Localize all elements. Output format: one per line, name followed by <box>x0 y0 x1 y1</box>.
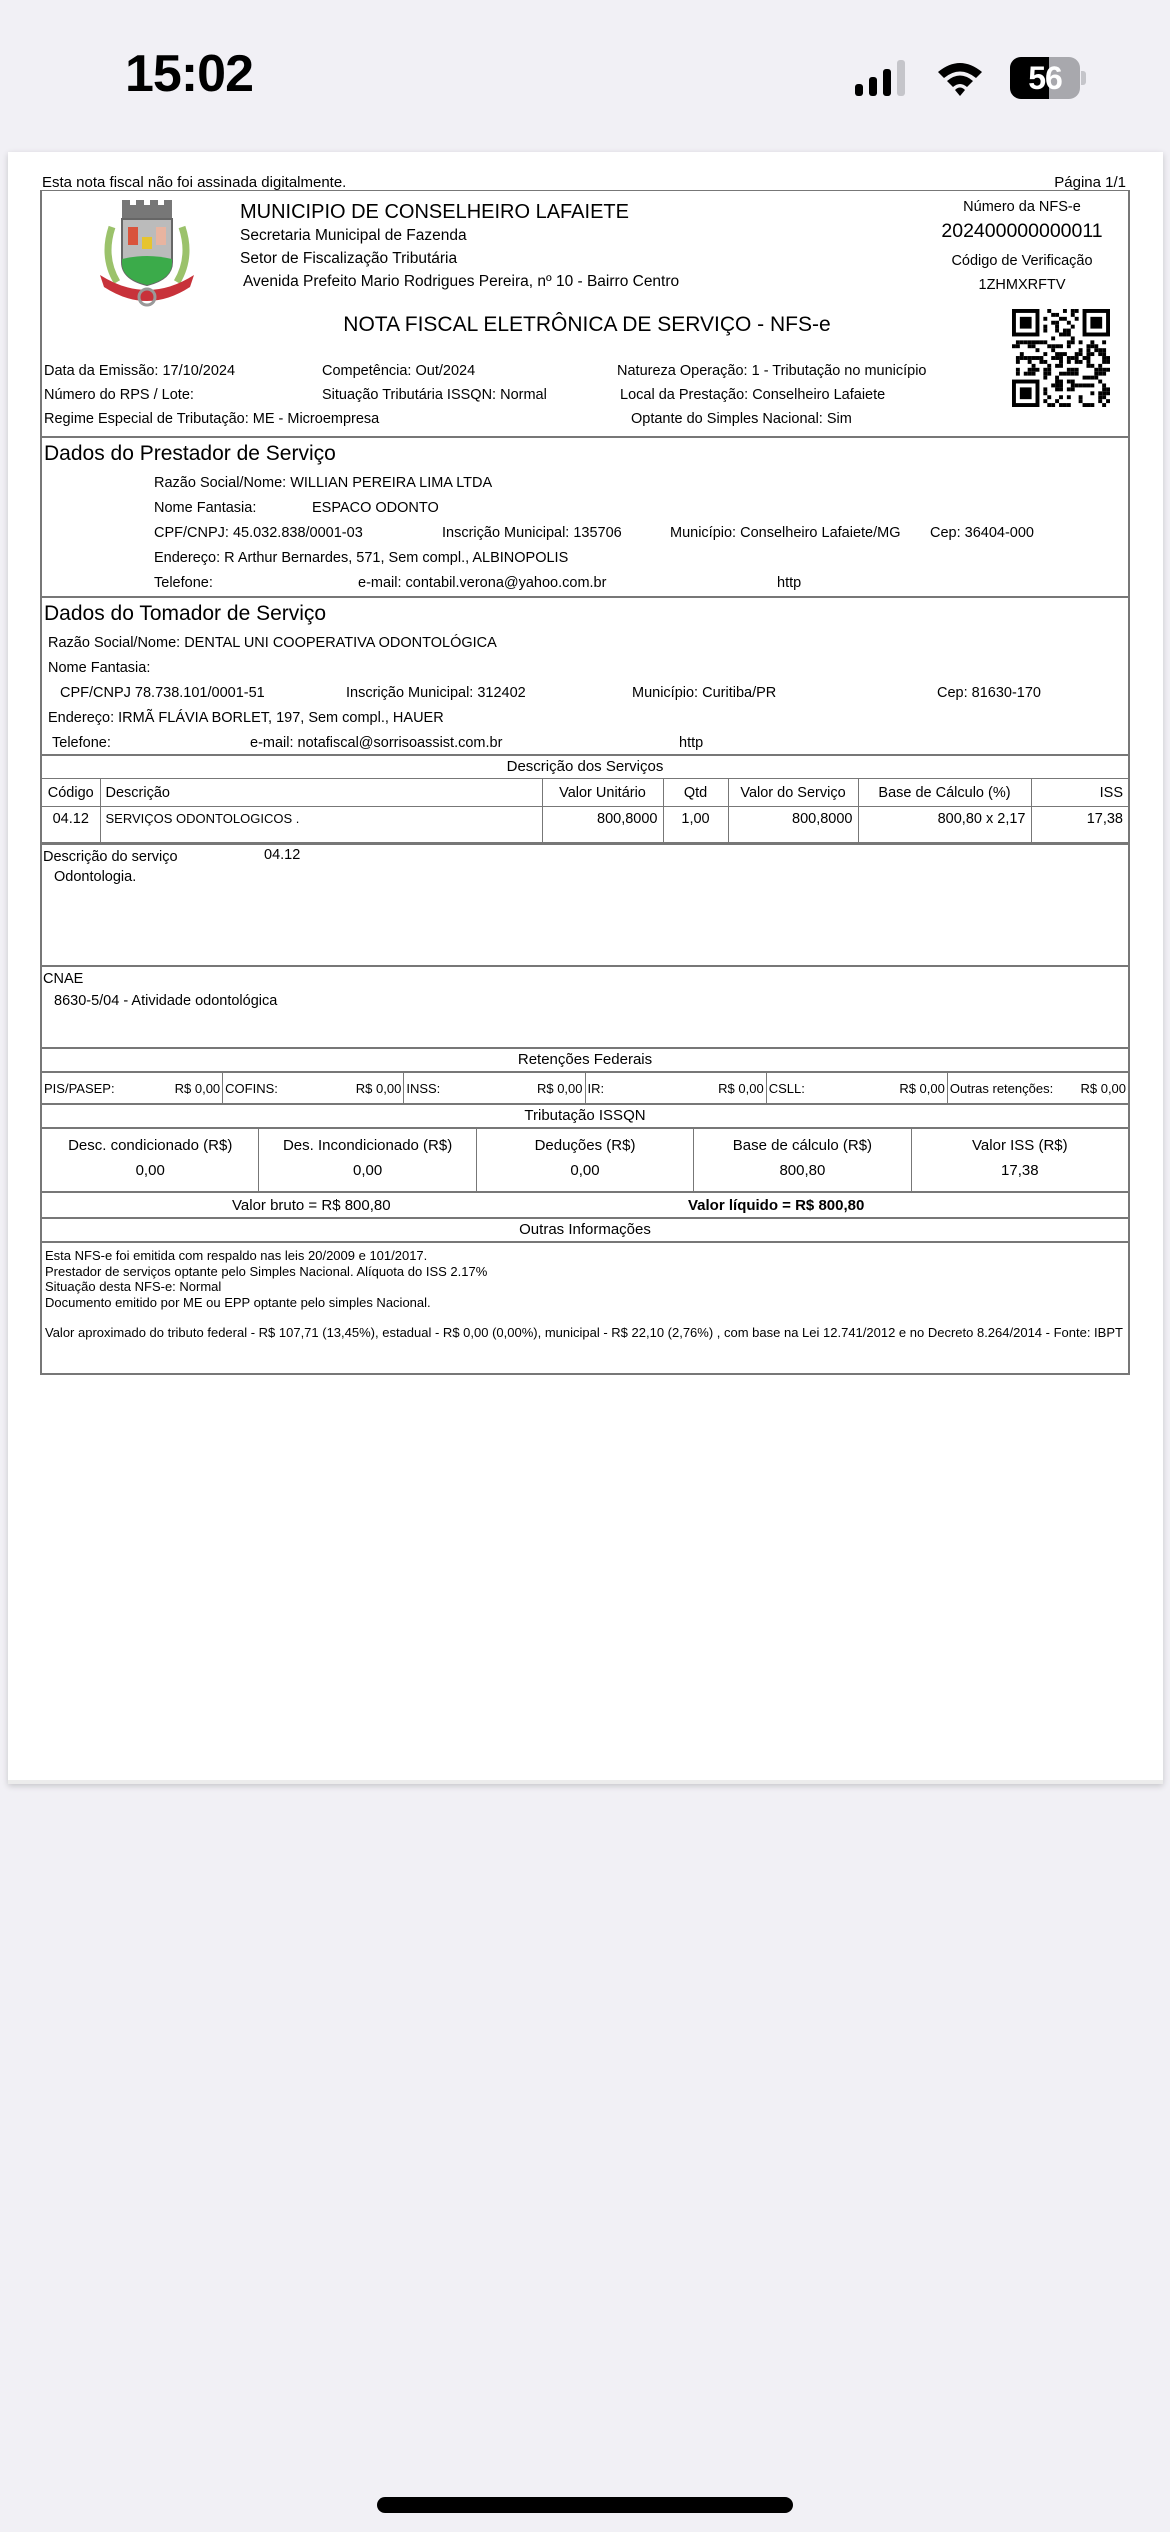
taker-cnpj: CPF/CNPJ 78.738.101/0001-51 <box>60 685 265 701</box>
col-header-calc-base: Base de Cálculo (%) <box>858 779 1031 807</box>
rps-number: Número do RPS / Lote: <box>44 387 194 403</box>
provider-phone: Telefone: <box>154 575 213 591</box>
provider-section <box>42 436 1128 596</box>
taker-name: Razão Social/Nome: DENTAL UNI COOPERATIVA ODONTOLÓGICA <box>48 635 497 651</box>
col-header-code: Código <box>42 779 100 807</box>
home-indicator[interactable] <box>377 2497 793 2513</box>
taker-city: Município: Curitiba/PR <box>632 685 777 701</box>
col-header-service-value: Valor do Serviço <box>728 779 858 807</box>
competence: Competência: Out/2024 <box>322 363 476 379</box>
nfse-frame <box>40 190 1130 1375</box>
cellular-signal-icon <box>855 60 915 96</box>
provider-municipal-registration: Inscrição Municipal: 135706 <box>442 525 622 541</box>
document-page <box>8 152 1163 1784</box>
retention-value: R$ 0,00 <box>718 1080 764 1096</box>
provider-cep: Cep: 36404-000 <box>930 525 1034 541</box>
services-table <box>42 778 1128 843</box>
issqn-value: 800,80 <box>779 1162 826 1179</box>
issqn-cell <box>42 1129 259 1191</box>
other-info-text <box>42 1241 1128 1373</box>
signature-notice: Esta nota fiscal não foi assinada digitalmente. <box>42 174 347 191</box>
page-indicator: Página 1/1 <box>1054 174 1126 191</box>
issqn-cell <box>477 1129 694 1191</box>
cell-service-value: 800,8000 <box>728 807 858 843</box>
nfse-number-label: Número da NFS-e <box>963 199 1081 215</box>
col-header-iss: ISS <box>1031 779 1128 807</box>
net-value: Valor líquido = R$ 800,80 <box>688 1197 865 1214</box>
service-description-label: Descrição do serviço <box>43 849 178 865</box>
issqn-cell <box>259 1129 476 1191</box>
service-location: Local da Prestação: Conselheiro Lafaiete <box>620 387 886 403</box>
battery-icon <box>1010 57 1086 99</box>
other-info-line: Documento emitido por ME ou EPP optante pelo simples Nacional. <box>45 1294 431 1310</box>
issuer-municipality: MUNICIPIO DE CONSELHEIRO LAFAIETE <box>240 201 629 223</box>
retention-cell <box>948 1073 1128 1103</box>
taker-section <box>42 596 1128 754</box>
cell-code: 04.12 <box>42 807 100 843</box>
other-info-line <box>45 1310 1125 1325</box>
issqn-label: Valor ISS (R$) <box>972 1137 1068 1154</box>
other-info-line: Prestador de serviços optante pelo Simples Nacional. Alíquota do ISS 2.17% <box>45 1263 488 1279</box>
cell-qty: 1,00 <box>663 807 728 843</box>
taker-email: e-mail: notafiscal@sorrisoassist.com.br <box>250 735 503 751</box>
nfse-metadata <box>44 363 1044 435</box>
provider-title: Dados do Prestador de Serviço <box>44 442 336 465</box>
issuer-sector: Setor de Fiscalização Tributária <box>240 250 458 267</box>
taker-title: Dados do Tomador de Serviço <box>44 602 327 625</box>
simples-nacional: Optante do Simples Nacional: Sim <box>631 411 852 427</box>
issqn-value: 0,00 <box>570 1162 600 1179</box>
issqn-label: Base de cálculo (R$) <box>732 1137 873 1154</box>
municipal-coat-of-arms-icon <box>92 197 202 309</box>
federal-retentions-row <box>42 1071 1128 1103</box>
cell-description: SERVIÇOS ODONTOLOGICOS . <box>100 807 542 843</box>
cell-iss: 17,38 <box>1031 807 1128 843</box>
taker-municipal-registration: Inscrição Municipal: 312402 <box>346 685 526 701</box>
col-header-description: Descrição <box>100 779 542 807</box>
issqn-value: 0,00 <box>135 1162 165 1179</box>
retention-label: PIS/PASEP: <box>44 1080 115 1096</box>
retention-value: R$ 0,00 <box>1080 1080 1127 1096</box>
operation-nature: Natureza Operação: 1 - Tributação no município <box>617 363 927 379</box>
provider-name: Razão Social/Nome: WILLIAN PEREIRA LIMA LTDA <box>154 475 493 491</box>
cnae-label: CNAE <box>43 971 84 987</box>
retention-value: R$ 0,00 <box>174 1080 221 1096</box>
issqn-row <box>42 1127 1128 1191</box>
provider-email: e-mail: contabil.verona@yahoo.com.br <box>358 575 607 591</box>
retention-label: IR: <box>587 1080 605 1096</box>
wifi-icon <box>935 58 985 98</box>
issqn-value: 0,00 <box>353 1162 383 1179</box>
verification-label: Código de Verificação <box>951 253 1093 269</box>
service-description-code: 04.12 <box>264 847 301 863</box>
cnae-box <box>42 965 1128 1047</box>
retention-cell <box>404 1073 585 1103</box>
provider-trade-label: Nome Fantasia: <box>154 500 257 516</box>
provider-cnpj: CPF/CNPJ: 45.032.838/0001-03 <box>154 525 363 541</box>
tax-regime: Regime Especial de Tributação: ME - Microempresa <box>44 411 380 427</box>
issuer-block <box>240 201 679 293</box>
issqn-cell <box>694 1129 911 1191</box>
issuer-address: Avenida Prefeito Mario Rodrigues Pereira, nº 10 - Bairro Centro <box>243 273 680 290</box>
retention-label: Outras retenções: <box>949 1080 1054 1096</box>
retention-label: CSLL: <box>768 1080 805 1096</box>
col-header-unit-value: Valor Unitário <box>542 779 663 807</box>
taker-address: Endereço: IRMÃ FLÁVIA BORLET, 197, Sem compl., HAUER <box>48 710 444 726</box>
issqn-label: Des. Incondicionado (R$) <box>282 1137 453 1154</box>
retention-cell <box>767 1073 948 1103</box>
cell-unit-value: 800,8000 <box>542 807 663 843</box>
provider-trade-name: ESPACO ODONTO <box>312 500 439 516</box>
taker-http: http <box>679 735 704 751</box>
totals-row <box>42 1191 1128 1217</box>
table-row <box>42 807 1128 843</box>
cnae-text: 8630-5/04 - Atividade odontológica <box>54 993 278 1009</box>
federal-retentions-title: Retenções Federais <box>42 1047 1128 1071</box>
verification-code: 1ZHMXRFTV <box>978 277 1066 293</box>
other-info-line: Situação desta NFS-e: Normal <box>45 1279 222 1294</box>
issqn-label: Deduções (R$) <box>534 1137 636 1154</box>
issuer-department: Secretaria Municipal de Fazenda <box>240 227 467 244</box>
retention-value: R$ 0,00 <box>536 1080 583 1096</box>
cell-calc-base: 800,80 x 2,17 <box>858 807 1031 843</box>
provider-city: Município: Conselheiro Lafaiete/MG <box>670 525 901 541</box>
nfse-title: NOTA FISCAL ELETRÔNICA DE SERVIÇO - NFS-e <box>343 313 831 336</box>
other-info-title: Outras Informações <box>42 1217 1128 1241</box>
services-title: Descrição dos Serviços <box>42 754 1128 778</box>
provider-address: Endereço: R Arthur Bernardes, 571, Sem compl., ALBINOPOLIS <box>154 550 569 566</box>
retention-cell <box>586 1073 767 1103</box>
issqn-title: Tributação ISSQN <box>42 1103 1128 1127</box>
retention-label: COFINS: <box>225 1080 278 1096</box>
status-bar <box>0 0 1170 150</box>
emission-date: Data da Emissão: 17/10/2024 <box>44 363 236 379</box>
retention-value: R$ 0,00 <box>899 1080 945 1096</box>
service-description-box <box>42 843 1128 965</box>
issqn-label: Desc. condicionado (R$) <box>68 1137 233 1154</box>
other-info-line: Esta NFS-e foi emitida com respaldo nas leis 20/2009 e 101/2017. <box>45 1248 428 1263</box>
gross-value: Valor bruto = R$ 800,80 <box>232 1197 391 1214</box>
status-time: 15:02 <box>125 45 253 103</box>
other-info-line: Valor aproximado do tributo federal - R$ 107,71 (13,45%), estadual - R$ 0,00 (0,00%), municipal - R$ 22,10 (2,76%) , com base na Lei 12.741/2012 e no Decreto 8.264/2014 - Fonte: IBPT <box>45 1325 1123 1340</box>
taker-cep: Cep: 81630-170 <box>937 685 1041 701</box>
retention-label: INSS: <box>406 1080 441 1096</box>
taker-phone: Telefone: <box>52 735 111 751</box>
retention-cell <box>42 1073 223 1103</box>
provider-http: http <box>777 575 802 591</box>
nfse-header <box>42 191 1128 436</box>
services-header-row <box>42 779 1128 807</box>
retention-value: R$ 0,00 <box>355 1080 402 1096</box>
taker-trade-name: Nome Fantasia: <box>48 660 151 676</box>
tax-situation: Situação Tributária ISSQN: Normal <box>322 387 547 403</box>
retention-cell <box>223 1073 404 1103</box>
issqn-value: 17,38 <box>1001 1162 1039 1179</box>
battery-level: 56 <box>1028 60 1062 96</box>
nfse-document <box>40 172 1130 1375</box>
issqn-cell <box>912 1129 1128 1191</box>
nfse-number: 202400000000011 <box>941 220 1103 242</box>
col-header-qty: Qtd <box>663 779 728 807</box>
service-description-text: Odontologia. <box>54 869 137 885</box>
nfse-number-block <box>922 195 1122 297</box>
